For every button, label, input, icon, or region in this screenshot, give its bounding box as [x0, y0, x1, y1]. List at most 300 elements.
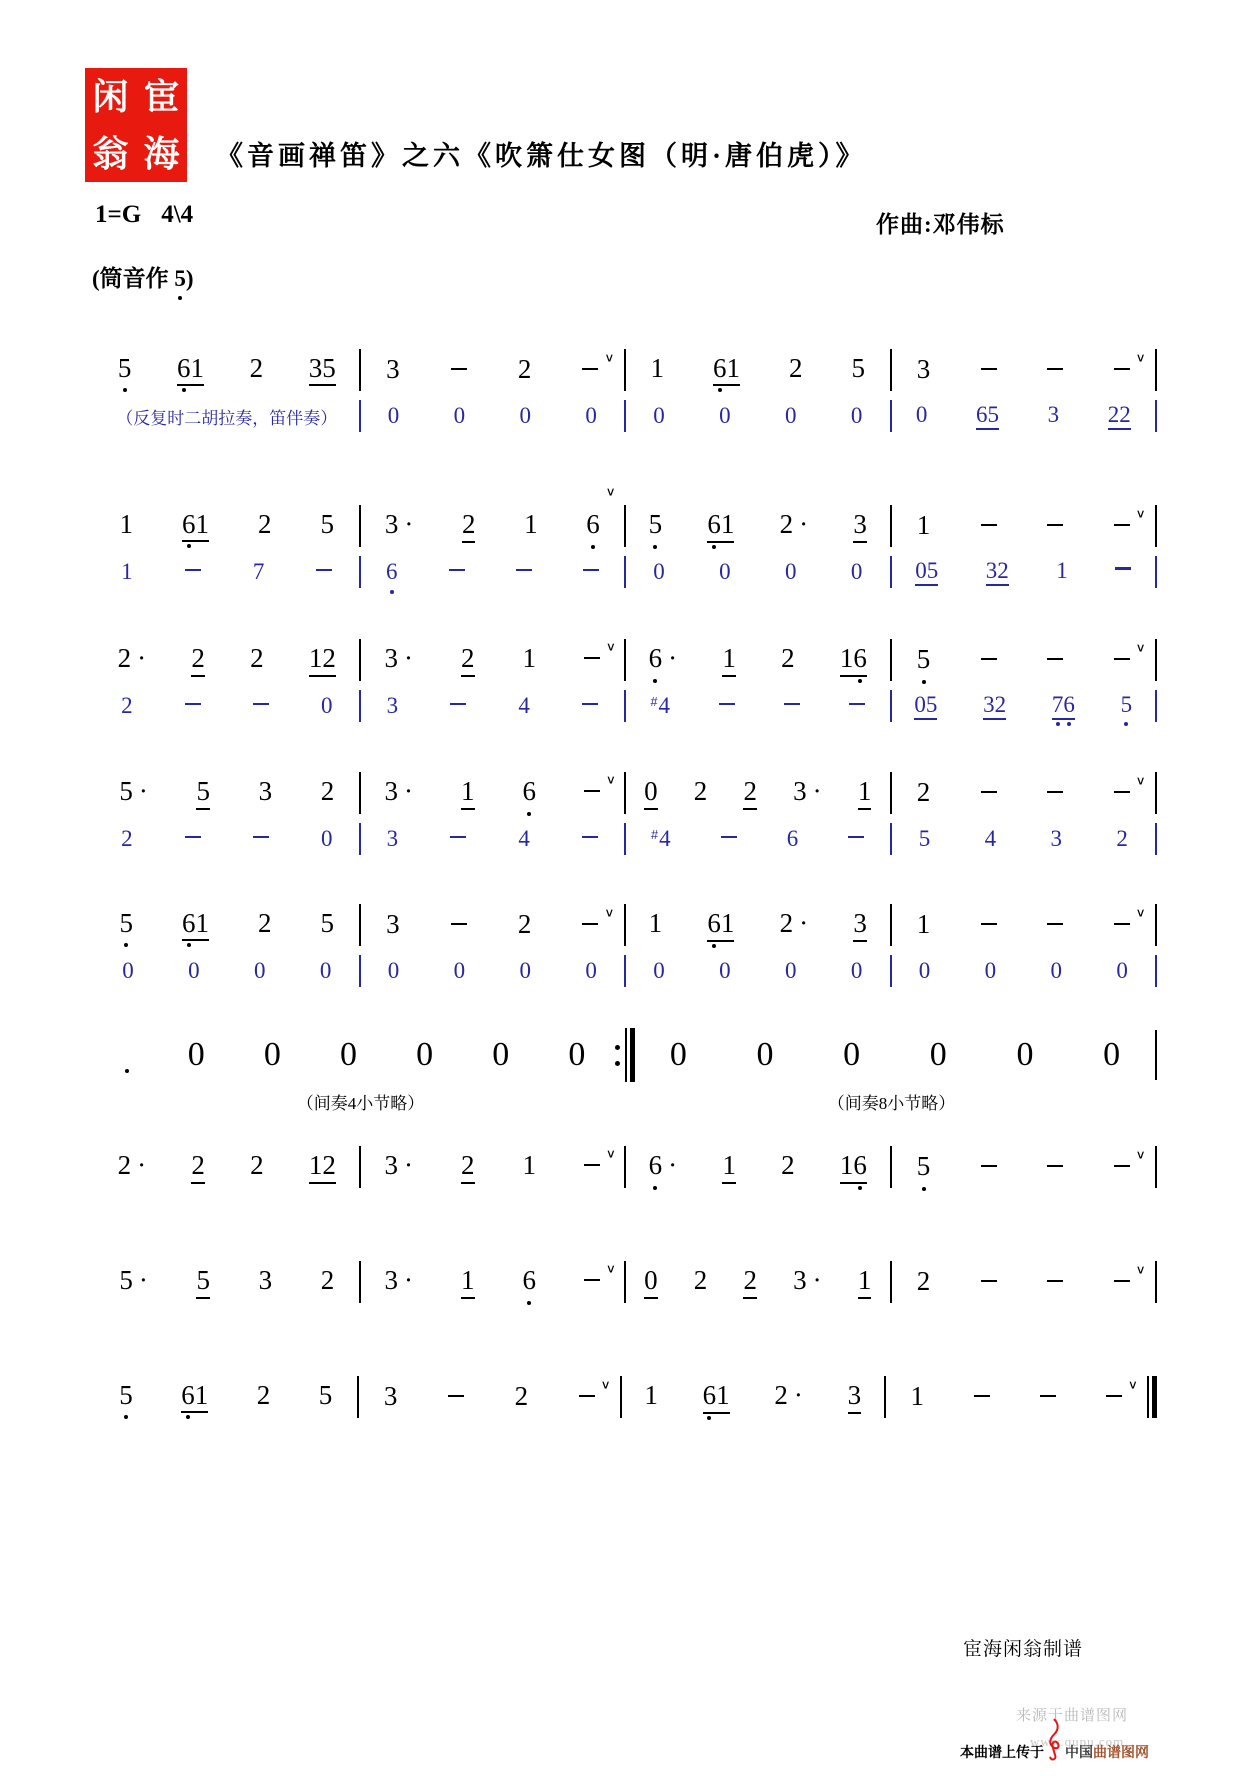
digit: 3 — [384, 1265, 398, 1296]
measure — [95, 958, 359, 983]
digit: 0 — [984, 958, 997, 984]
breath-mark: ∨ — [605, 1261, 616, 1276]
note — [196, 777, 210, 810]
digit: 6 — [1063, 692, 1075, 717]
dash-extension — [1047, 666, 1063, 669]
dash-extension — [981, 1173, 997, 1176]
digit: 0 — [644, 1265, 658, 1296]
breath-mark: ∨ — [1135, 1262, 1146, 1277]
note — [983, 692, 1006, 720]
digit: 1 — [726, 352, 740, 383]
melody-line — [95, 1141, 1157, 1193]
dot-after: · — [404, 776, 413, 807]
dot-after: · — [137, 1150, 147, 1181]
low-octave-dot — [653, 1186, 657, 1190]
measure — [892, 350, 1156, 385]
measure — [361, 1146, 625, 1184]
dot-after: · — [404, 1150, 413, 1181]
dash-extension — [450, 711, 466, 714]
breath-mark: ∨ — [604, 350, 615, 365]
dash-glyph — [316, 569, 332, 572]
accompaniment-line — [95, 819, 1157, 859]
dash-glyph — [450, 703, 466, 706]
digit: 2 — [1116, 826, 1128, 852]
dash-extension — [1114, 350, 1146, 379]
digit: 0 — [1116, 958, 1128, 984]
note — [743, 777, 757, 810]
dash-extension — [185, 844, 201, 847]
key-signature: 1=G — [95, 201, 142, 228]
digit: 0 — [1103, 1036, 1121, 1074]
rest — [930, 1036, 947, 1073]
digit: 0 — [915, 401, 928, 427]
note — [253, 559, 265, 584]
digit: 0 — [719, 403, 731, 429]
dot-after: · — [668, 643, 678, 674]
rest — [568, 1036, 585, 1073]
digit: 1 — [839, 643, 854, 674]
dash-glyph — [974, 1395, 990, 1398]
digit: 5 — [318, 1379, 333, 1410]
dash-extension — [1047, 799, 1063, 802]
digit: 0 — [253, 958, 266, 984]
note — [917, 355, 931, 385]
dash-glyph — [185, 703, 201, 706]
digit: 5 — [917, 645, 931, 675]
treble-clef-icon — [1046, 1717, 1063, 1766]
digit: 4 — [658, 693, 671, 719]
digit: 6 — [386, 559, 398, 584]
digit: 6 — [707, 909, 721, 939]
digit: 5 — [196, 1265, 210, 1296]
dash-extension — [516, 577, 532, 580]
digit: 5 — [320, 508, 334, 539]
digit: 3 — [386, 354, 400, 385]
note — [985, 826, 997, 851]
dash-glyph — [784, 703, 800, 706]
measure — [626, 403, 890, 428]
dash-extension — [719, 711, 735, 714]
note — [1056, 558, 1068, 583]
note — [191, 1151, 205, 1184]
note — [120, 909, 134, 939]
note — [385, 509, 414, 540]
note — [182, 909, 209, 942]
dash-glyph — [981, 368, 997, 371]
dash-glyph — [1047, 1165, 1063, 1168]
dash-glyph — [849, 703, 865, 706]
barline — [1155, 1146, 1157, 1188]
note — [386, 559, 398, 584]
octave-dot — [125, 1069, 129, 1073]
seal-char: 宦 — [143, 76, 180, 117]
note — [118, 643, 147, 674]
low-octave-dot — [858, 1186, 862, 1190]
digit: 6 — [523, 1266, 537, 1296]
note — [387, 693, 399, 718]
rest — [653, 958, 665, 983]
low-octave-dot — [922, 680, 926, 684]
digit: 2 — [250, 643, 264, 674]
rest — [785, 403, 797, 428]
repeat-dots — [615, 1045, 620, 1066]
note — [649, 510, 663, 540]
dash-extension — [253, 711, 269, 714]
digit: 0 — [387, 403, 400, 429]
measure — [95, 1150, 359, 1184]
barline — [1155, 639, 1157, 681]
note — [518, 355, 532, 385]
digit: 0 — [929, 1036, 947, 1074]
dash-extension — [451, 931, 467, 934]
dash-glyph — [719, 703, 735, 706]
note — [840, 644, 867, 677]
note — [518, 826, 530, 851]
digit: 6 — [786, 826, 799, 852]
breath-mark: ∨ — [605, 1146, 616, 1161]
dash-extension — [1115, 575, 1131, 578]
note — [649, 643, 678, 674]
rest — [919, 958, 931, 983]
watermark-source: 来源于曲谱图网 — [1016, 1708, 1129, 1724]
digit: 2 — [789, 352, 803, 383]
digit: 2 — [322, 643, 336, 674]
melody-line — [95, 899, 1157, 951]
measure — [95, 559, 359, 584]
note — [319, 1381, 333, 1411]
rest — [388, 403, 400, 428]
breath-mark: ∨ — [604, 905, 615, 920]
digit: 2 — [461, 643, 475, 674]
note — [793, 1265, 822, 1296]
measure — [892, 692, 1156, 720]
digit: 1 — [857, 1265, 872, 1296]
note — [787, 826, 799, 851]
digit: 1 — [910, 1381, 924, 1412]
rest — [585, 403, 597, 428]
seal-stamp — [85, 68, 187, 182]
rest — [851, 958, 863, 983]
digit: 2 — [249, 352, 264, 383]
dash-glyph — [981, 1280, 997, 1283]
rest — [851, 403, 863, 428]
dash-glyph — [1047, 1280, 1063, 1283]
breath-mark: ∨ — [1135, 506, 1146, 521]
note — [515, 1382, 529, 1412]
note — [182, 510, 209, 543]
note — [250, 354, 264, 384]
note — [321, 510, 335, 540]
digit: 3 — [853, 908, 867, 939]
measure — [892, 506, 1156, 541]
digit: 2 — [916, 1266, 931, 1297]
digit: 6 — [182, 909, 196, 939]
measure — [892, 1147, 1156, 1182]
measure — [95, 510, 359, 543]
barline — [1155, 1030, 1157, 1080]
note — [386, 355, 400, 385]
music-system-9 — [95, 1371, 1157, 1423]
digit: 1 — [644, 1380, 658, 1411]
digit: 0 — [1016, 1036, 1034, 1074]
rest — [985, 958, 997, 983]
dash-glyph — [579, 1395, 595, 1398]
dot-after: · — [799, 509, 809, 540]
digit: 2 — [121, 693, 133, 719]
note — [191, 644, 205, 677]
dash-extension — [1040, 1403, 1056, 1406]
digit: 5 — [196, 776, 210, 807]
measure — [892, 773, 1156, 808]
digit: 5 — [917, 1152, 931, 1182]
note — [462, 510, 476, 543]
dash-glyph — [721, 836, 737, 839]
note — [518, 693, 530, 718]
digit: 1 — [308, 1150, 323, 1181]
low-octave-dot — [187, 544, 191, 548]
digit: 2 — [916, 777, 931, 808]
dash-extension — [721, 844, 737, 847]
note — [321, 909, 335, 939]
dash-extension — [582, 844, 598, 847]
digit: 0 — [320, 693, 333, 719]
dash-extension — [981, 799, 997, 802]
dot-after: · — [138, 1265, 148, 1296]
measure — [361, 1261, 625, 1299]
digit: 4 — [518, 826, 530, 852]
fingering-digit — [174, 266, 186, 291]
digit: 1 — [195, 508, 209, 539]
digit: 0 — [387, 958, 400, 984]
barline — [1155, 556, 1157, 588]
digit: 0 — [416, 1036, 434, 1074]
rest — [1116, 958, 1128, 983]
dash-glyph — [582, 368, 598, 371]
rest — [916, 402, 928, 427]
note — [258, 510, 272, 540]
digit: 7 — [1052, 692, 1064, 717]
dash-extension — [1047, 1173, 1063, 1176]
dot-after: · — [668, 1150, 678, 1181]
dash-extension — [1047, 1288, 1063, 1291]
digit: 1 — [461, 776, 475, 807]
note — [387, 826, 399, 851]
note — [793, 776, 822, 807]
note — [181, 1381, 208, 1414]
melody-line — [95, 1025, 1157, 1085]
digit: 1 — [720, 908, 735, 939]
dash-glyph — [981, 1165, 997, 1168]
dash-extension — [253, 844, 269, 847]
dash-glyph — [981, 658, 997, 661]
digit: 2 — [743, 776, 757, 807]
fingering-pre: (筒音作 — [92, 266, 175, 291]
dash-glyph — [1114, 1280, 1130, 1283]
dash-extension — [1047, 931, 1063, 934]
dash-extension — [316, 577, 332, 580]
music-system-6 — [95, 1025, 1157, 1114]
digit: 5 — [118, 354, 132, 384]
digit: 1 — [722, 1150, 736, 1181]
digit: 6 — [649, 1151, 663, 1181]
dash-extension — [1114, 773, 1146, 802]
barline — [1155, 955, 1157, 987]
digit: 2 — [191, 1150, 205, 1181]
measure — [626, 354, 890, 387]
digit: 5 — [987, 401, 999, 427]
digit: 6 — [853, 1151, 867, 1181]
low-octave-dot — [712, 545, 716, 549]
digit: 0 — [719, 958, 731, 984]
digit: 2 — [121, 826, 133, 852]
digit: 2 — [250, 1150, 264, 1181]
digit: 6 — [707, 510, 721, 540]
music-system-3 — [95, 634, 1157, 726]
dash-extension — [582, 711, 598, 714]
low-octave-dot — [1067, 722, 1071, 726]
rest — [188, 1036, 205, 1073]
measure — [361, 485, 625, 543]
dash-glyph — [981, 791, 997, 794]
dash-glyph — [451, 368, 467, 371]
note — [703, 1381, 730, 1414]
digit: 0 — [519, 403, 531, 429]
digit: 3 — [384, 643, 398, 674]
digit: 0 — [585, 403, 597, 429]
digit: 0 — [568, 1036, 586, 1074]
digit: 1 — [720, 509, 735, 540]
dash-glyph — [584, 1164, 600, 1167]
dash-glyph — [583, 569, 599, 572]
digit: 6 — [975, 401, 988, 427]
barline — [1155, 772, 1157, 814]
digit: 1 — [650, 352, 664, 383]
rest — [719, 559, 731, 584]
digit: 2 — [256, 1379, 271, 1410]
digit: 2 — [781, 1150, 795, 1181]
melody-line — [95, 485, 1157, 552]
dash-extension — [1047, 376, 1063, 379]
breath-mark: ∨ — [600, 1377, 611, 1392]
repeat-barline — [615, 1028, 635, 1082]
digit: 1 — [839, 1150, 854, 1181]
low-octave-dot — [124, 943, 128, 947]
dash-extension — [185, 711, 201, 714]
measure — [892, 1262, 1156, 1297]
measure — [626, 1265, 890, 1299]
dash-extension — [582, 350, 615, 379]
measure — [361, 350, 625, 385]
measure — [361, 826, 625, 851]
digit: 6 — [713, 354, 727, 384]
low-octave-dot — [707, 1416, 711, 1420]
dash-glyph — [582, 703, 598, 706]
note — [644, 1381, 658, 1411]
digit: 0 — [669, 1036, 687, 1074]
dot-after: · — [404, 1265, 413, 1296]
note — [852, 354, 866, 384]
digit: 3 — [853, 509, 867, 540]
note — [1116, 826, 1128, 851]
note — [523, 1151, 537, 1181]
low-octave-dot — [922, 1187, 926, 1191]
rest — [719, 403, 731, 428]
digit: 0 — [453, 958, 466, 984]
dot-after: · — [404, 509, 414, 540]
note — [649, 1150, 678, 1181]
note — [250, 644, 264, 674]
measure — [626, 643, 890, 677]
digit: 3 — [1047, 401, 1060, 427]
upload-credit-row — [960, 1727, 1149, 1776]
voice-annotation: （反复时二胡拉奏，笛伴奏） — [116, 408, 338, 428]
note — [309, 354, 336, 387]
digit: 3 — [983, 691, 995, 717]
note — [911, 1382, 925, 1412]
note — [461, 1266, 475, 1299]
digit: 2 — [258, 508, 272, 539]
digit: 1 — [524, 509, 538, 540]
digit: 0 — [585, 958, 597, 984]
note — [694, 777, 708, 807]
digit: 3 — [386, 826, 399, 852]
dash-extension — [584, 772, 616, 801]
digit: 2 — [781, 643, 795, 674]
digit: 0 — [122, 958, 134, 984]
measure — [95, 1265, 359, 1299]
dash-glyph — [185, 836, 201, 839]
barline — [1155, 823, 1157, 855]
dash-glyph — [584, 1279, 600, 1282]
digit: 0 — [339, 1036, 357, 1074]
digit: 2 — [514, 1381, 529, 1412]
music-system-5 — [95, 899, 1157, 991]
measure — [95, 1381, 357, 1414]
dash-glyph — [584, 790, 600, 793]
melody-line — [95, 634, 1157, 686]
digit: 2 — [994, 691, 1007, 717]
digit: 0 — [653, 559, 665, 585]
digit: 5 — [649, 510, 663, 540]
measure — [361, 403, 625, 428]
note — [651, 354, 665, 384]
digit: 6 — [181, 1381, 195, 1411]
note — [119, 1381, 133, 1411]
rest — [585, 958, 597, 983]
dash-extension — [981, 1288, 997, 1291]
digit: 6 — [853, 644, 867, 674]
note — [309, 1151, 336, 1184]
digit: 2 — [322, 1150, 336, 1181]
digit: 2 — [743, 1265, 757, 1296]
measure — [622, 1380, 884, 1414]
interlude-annotation: （间奏4小节略） — [296, 1094, 425, 1113]
digit: 3 — [384, 1150, 398, 1181]
rest — [1050, 958, 1062, 983]
digit: 5 — [918, 826, 931, 852]
digit: 0 — [492, 1036, 510, 1074]
dot-after: · — [812, 1265, 822, 1296]
digit: 1 — [121, 559, 133, 585]
rest — [454, 403, 466, 428]
note — [461, 644, 475, 677]
digit: 2 — [693, 776, 708, 807]
digit: 6 — [586, 510, 600, 540]
dash-glyph — [582, 923, 598, 926]
digit: 0 — [263, 1036, 281, 1074]
low-octave-dot — [182, 388, 186, 392]
digit: 0 — [784, 403, 797, 429]
